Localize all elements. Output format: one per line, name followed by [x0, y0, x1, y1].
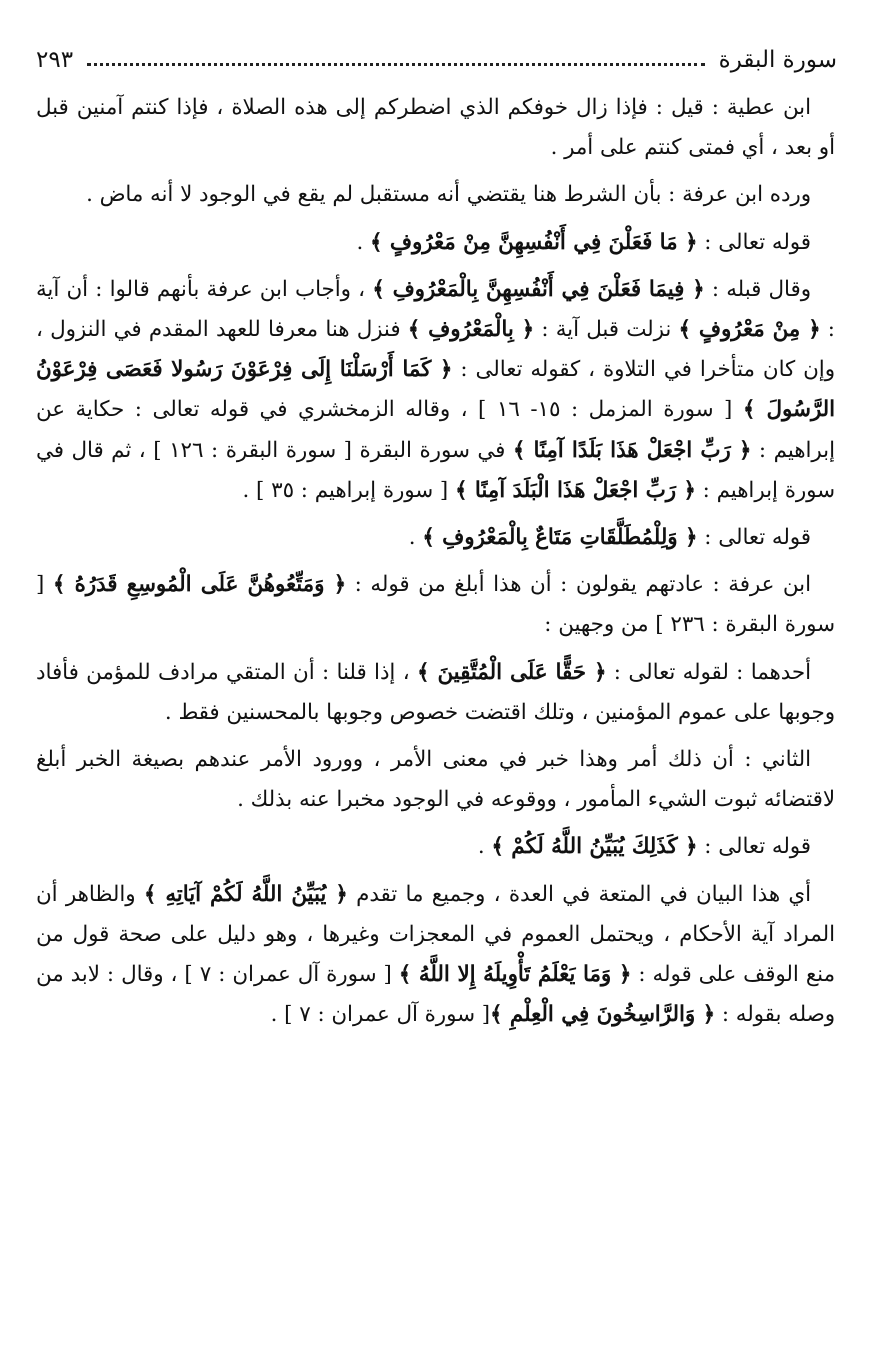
paragraph-text: [ سورة إبراهيم : ٣٥ ] .	[242, 477, 455, 503]
quran-verse: ﴿ بِالْمَعْرُوفِ ﴾	[407, 317, 535, 343]
paragraph-text: وقال قبله :	[704, 276, 811, 302]
paragraph-text: [ سورة آل عمران : ٧ ] ، وقال : لابد من وصله بقوله :	[36, 962, 835, 1028]
paragraph	[36, 740, 835, 820]
paragraph-text: فنزل هنا معرفا للعهد المقدم في النزول ، وإن كان متأخرا في التلاوة ، كقوله تعالى :	[36, 317, 836, 383]
paragraph	[36, 875, 835, 1036]
quran-verse: ﴿ كَمَا أَرْسَلْنَا إِلَى فِرْعَوْنَ رَسُولا فَعَصَى فِرْعَوْنُ الرَّسُولَ ﴾	[36, 357, 835, 423]
paragraph-text: ابن عرفة : عادتهم يقولون : أن هذا أبلغ من قوله :	[346, 572, 811, 598]
quran-verse: ﴿ فِيمَا فَعَلْنَ فِي أَنْفُسِهِنَّ بِالْمَعْرُوفِ ﴾	[372, 276, 705, 302]
paragraph	[36, 88, 835, 168]
paragraph-text: نزلت قبل آية :	[534, 317, 679, 343]
paragraph-text: ، وأجاب ابن عرفة بأنهم قالوا : أن آية :	[36, 276, 835, 343]
paragraph-text: قوله تعالى :	[697, 229, 811, 255]
quran-verse: ﴿ كَذَلِكَ يُبَيِّنُ اللَّهُ لَكُمْ ﴾	[491, 834, 698, 860]
paragraph-text: .	[408, 525, 423, 551]
paragraph	[36, 175, 835, 215]
paragraph	[36, 223, 835, 263]
quran-verse: ﴿ وَلِلْمُطَلَّقَاتِ مَتَاعٌ بِالْمَعْرُوفِ ﴾	[422, 525, 698, 551]
paragraph-text: أحدهما : لقوله تعالى :	[606, 659, 811, 685]
surah-title: سورة البقرة	[718, 47, 837, 73]
paragraph	[36, 270, 835, 511]
paragraph-text: والظاهر أن المراد آية الأحكام ، ويحتمل العموم في المعجزات وغيرها ، وهو دليل على صحة قول من منع الوقف على قوله :	[36, 881, 835, 988]
paragraph-text: ورده ابن عرفة : بأن الشرط هنا يقتضي أنه مستقبل لم يقع في الوجود لا أنه ماض .	[86, 182, 811, 208]
page-body	[36, 88, 835, 1042]
quran-verse: ﴿ وَمَتِّعُوهُنَّ عَلَى الْمُوسِعِ قَدَرُهُ ﴾	[52, 572, 347, 598]
quran-verse: ﴿ رَبِّ اجْعَلْ هَذَا الْبَلَدَ آمِنًا ﴾	[454, 477, 696, 503]
paragraph	[36, 565, 835, 645]
paragraph-text: [ سورة المزمل : ١٥- ١٦ ] ، وقاله الزمخشري في قوله تعالى : حكاية عن إبراهيم :	[36, 397, 835, 463]
quran-verse: ﴿ رَبِّ اجْعَلْ هَذَا بَلَدًا آمِنًا ﴾	[512, 437, 752, 463]
quran-verse: ﴿ مَا فَعَلْنَ فِي أَنْفُسِهِنَّ مِنْ مَعْرُوفٍ ﴾	[370, 229, 698, 255]
paragraph-text: .	[356, 229, 371, 255]
paragraph-text: الثاني : أن ذلك أمر وهذا خبر في معنى الأمر ، وورود الأمر عندهم بصيغة الخبر أبلغ لاقتضائه ثبوت الشيء المأمور ، ووقوعه في الوجود مخبرا عنه بذلك .	[36, 747, 835, 813]
paragraph-text: [ سورة آل عمران : ٧ ] .	[270, 1002, 491, 1028]
header-dotted-leader	[87, 61, 705, 66]
quran-verse: ﴿ مِنْ مَعْرُوفٍ ﴾	[678, 317, 821, 343]
paragraph-text: ابن عطية : قيل : فإذا زال خوفكم الذي اضطركم إلى هذه الصلاة ، فإذا كنتم آمنين قبل أو بعد ، أي فمتى كنتم على أمر .	[36, 95, 835, 161]
paragraph-text: .	[477, 834, 492, 860]
quran-verse: ﴿ وَالرَّاسِخُونَ فِي الْعِلْمِ ﴾	[490, 1002, 716, 1028]
paragraph-text: قوله تعالى :	[697, 525, 811, 551]
quran-verse: ﴿ وَمَا يَعْلَمُ تَأْوِيلَهُ إِلا اللَّهُ ﴾	[398, 962, 632, 988]
paragraph-text: قوله تعالى :	[697, 834, 811, 860]
quran-verse: ﴿ يُبَيِّنُ اللَّهُ لَكُمْ آيَاتِهِ ﴾	[143, 881, 348, 907]
paragraph-text: [ سورة البقرة : ٢٣٦ ] من وجهين :	[36, 572, 835, 638]
paragraph	[36, 653, 835, 733]
paragraph-text: أي هذا البيان في المتعة في العدة ، وجميع ما تقدم	[347, 881, 812, 907]
paragraph-text: ، إذا قلنا : أن المتقي مرادف للمؤمن فأفاد وجوبها على عموم المؤمنين ، وتلك اقتضت خصوص وجوبها بالمحسنين فقط .	[36, 659, 835, 725]
paragraph	[36, 827, 835, 867]
page-number: ٢٩٣	[36, 47, 74, 73]
quran-verse: ﴿ حَقًّا عَلَى الْمُتَّقِينَ ﴾	[416, 659, 607, 685]
page-header	[36, 38, 837, 82]
paragraph	[36, 518, 835, 558]
paragraph-text: في سورة البقرة [ سورة البقرة : ١٢٦ ] ، ثم قال في سورة إبراهيم :	[36, 437, 835, 503]
